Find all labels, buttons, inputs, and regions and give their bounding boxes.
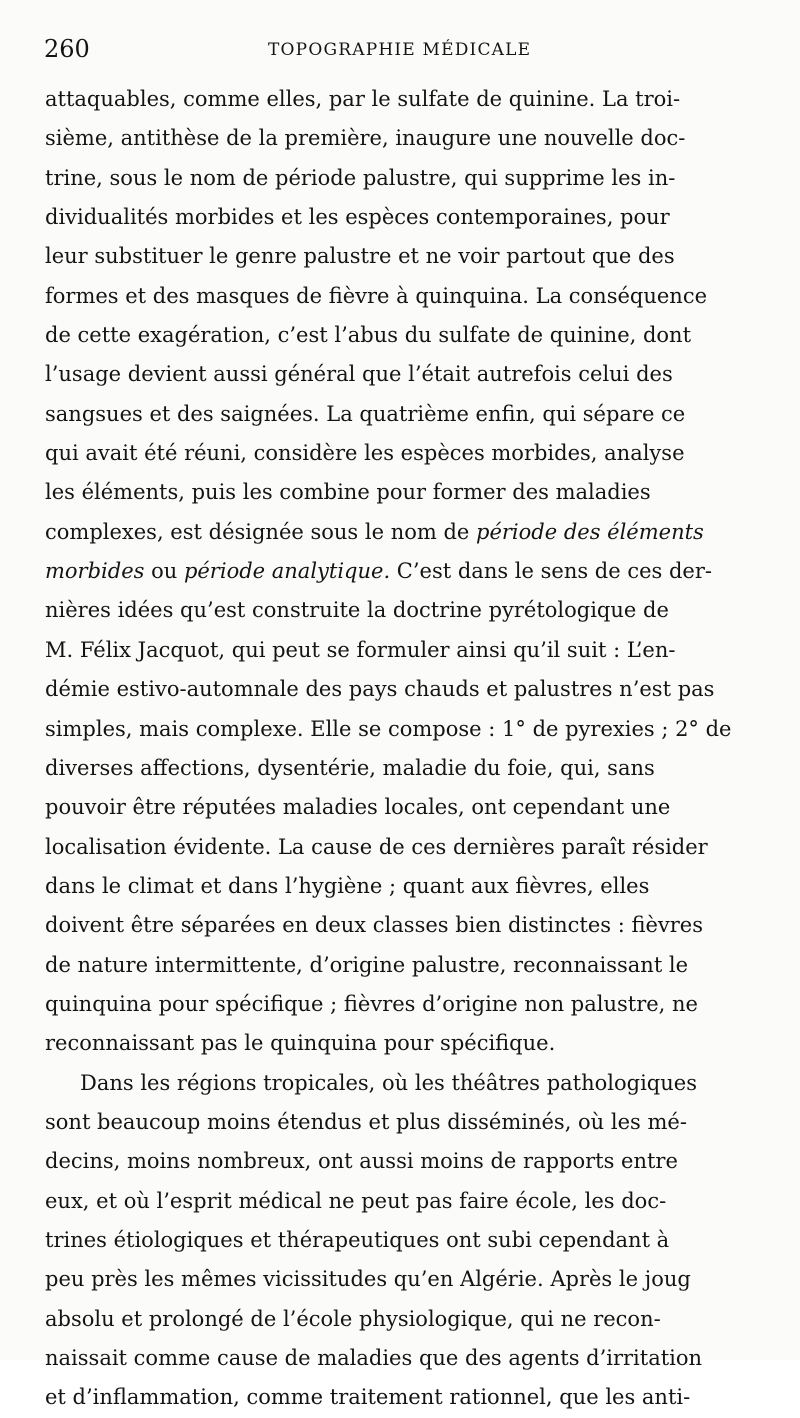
text-line xyxy=(45,552,761,591)
text-line xyxy=(45,1142,761,1181)
text-segment: C’est dans le sens de ces der- xyxy=(390,559,712,584)
text-segment: localisation évidente. La cause de ces dernières paraît résider xyxy=(45,834,708,859)
text-segment: les éléments, puis les combine pour former des maladies xyxy=(45,480,651,505)
text-line xyxy=(45,119,761,158)
running-title: TOPOGRAPHIE MÉDICALE xyxy=(268,40,532,60)
text-line xyxy=(45,1221,761,1260)
text-line xyxy=(45,631,761,670)
text-segment: qui avait été réuni, considère les espèces morbides, analyse xyxy=(45,441,685,466)
text-line xyxy=(45,1103,761,1142)
text-segment: de nature intermittente, d’origine palustre, reconnaissant le xyxy=(45,952,689,977)
text-line xyxy=(45,670,761,709)
text-segment: leur substituer le genre palustre et ne voir partout que des xyxy=(45,244,675,269)
text-line xyxy=(45,749,761,788)
text-segment: Dans les régions tropicales, où les théâtres pathologiques xyxy=(80,1070,697,1095)
text-segment: nières idées qu’est construite la doctrine pyrétologique de xyxy=(45,598,669,623)
text-line xyxy=(45,867,761,906)
text-segment: M. Félix Jacquot, qui peut se formuler ainsi qu’il suit : L’en- xyxy=(45,637,676,662)
text-line xyxy=(45,1339,761,1378)
text-segment: ou xyxy=(144,559,184,584)
body-text xyxy=(45,80,761,1418)
text-segment: diverses affections, dysentérie, maladie du foie, qui, sans xyxy=(45,755,655,780)
text-segment: sont beaucoup moins étendus et plus disséminés, où les mé- xyxy=(45,1109,687,1134)
text-line xyxy=(45,1378,761,1417)
text-segment: et d’inflammation, comme traitement rationnel, que les anti- xyxy=(45,1385,691,1410)
text-line xyxy=(45,1064,761,1103)
text-segment: peu près les mêmes vicissitudes qu’en Algérie. Après le joug xyxy=(45,1267,691,1292)
text-segment: naissait comme cause de maladies que des agents d’irritation xyxy=(45,1346,703,1370)
text-line xyxy=(45,946,761,985)
text-line xyxy=(45,1260,761,1299)
text-segment: de cette exagération, c’est l’abus du sulfate de quinine, dont xyxy=(45,323,692,348)
text-segment: trines étiologiques et thérapeutiques ont subi cependant à xyxy=(45,1227,670,1252)
text-line xyxy=(45,198,761,237)
text-segment: formes et des masques de fièvre à quinquina. La conséquence xyxy=(45,283,708,308)
text-segment: dividualités morbides et les espèces contemporaines, pour xyxy=(45,205,670,230)
text-segment: pouvoir être réputées maladies locales, ont cependant une xyxy=(45,795,671,820)
text-line xyxy=(45,710,761,749)
text-line xyxy=(45,434,761,473)
text-line xyxy=(45,828,761,867)
italic-text: période analytique. xyxy=(183,559,391,584)
text-segment: complexes, est désignée sous le nom de xyxy=(45,519,477,544)
text-line xyxy=(45,395,761,434)
text-line xyxy=(45,355,761,394)
page-number: 260 xyxy=(44,35,90,63)
text-line xyxy=(45,80,761,119)
text-segment: démie estivo-automnale des pays chauds et palustres n’est pas xyxy=(45,677,715,702)
text-segment: reconnaissant pas le quinquina pour spécifique. xyxy=(45,1031,556,1056)
text-line xyxy=(45,1182,761,1221)
text-segment: decins, moins nombreux, ont aussi moins de rapports entre xyxy=(45,1149,678,1174)
text-line xyxy=(45,473,761,512)
text-segment: eux, et où l’esprit médical ne peut pas faire école, les doc- xyxy=(45,1188,667,1213)
text-line xyxy=(45,277,761,316)
text-segment: simples, mais complexe. Elle se compose : 1° de pyrexies ; 2° de xyxy=(45,716,732,741)
text-line xyxy=(45,1300,761,1339)
text-segment: attaquables, comme elles, par le sulfate de quinine. La troi- xyxy=(45,87,681,111)
text-segment: sième, antithèse de la première, inaugure une nouvelle doc- xyxy=(45,126,686,151)
italic-text: morbides xyxy=(45,559,145,584)
text-line xyxy=(45,159,761,198)
text-line xyxy=(45,985,761,1024)
text-segment: doivent être séparées en deux classes bien distinctes : fièvres xyxy=(45,913,704,938)
italic-text: période des éléments xyxy=(476,519,704,544)
text-segment: l’usage devient aussi général que l’était autrefois celui des xyxy=(45,362,673,387)
text-segment: sangsues et des saignées. La quatrième enfin, qui sépare ce xyxy=(45,401,686,426)
text-line xyxy=(45,513,761,552)
text-line xyxy=(45,316,761,355)
text-line xyxy=(45,788,761,827)
text-segment: dans le climat et dans l’hygiène ; quant aux fièvres, elles xyxy=(45,873,650,898)
text-segment: trine, sous le nom de période palustre, qui supprime les in- xyxy=(45,165,676,190)
text-line xyxy=(45,1024,761,1063)
text-segment: absolu et prolongé de l’école physiologique, qui ne recon- xyxy=(45,1306,661,1331)
text-line xyxy=(45,237,761,276)
page-header xyxy=(44,34,756,64)
text-segment: quinquina pour spécifique ; fièvres d’origine non palustre, ne xyxy=(45,991,698,1016)
text-line xyxy=(45,906,761,945)
text-line xyxy=(45,591,761,630)
